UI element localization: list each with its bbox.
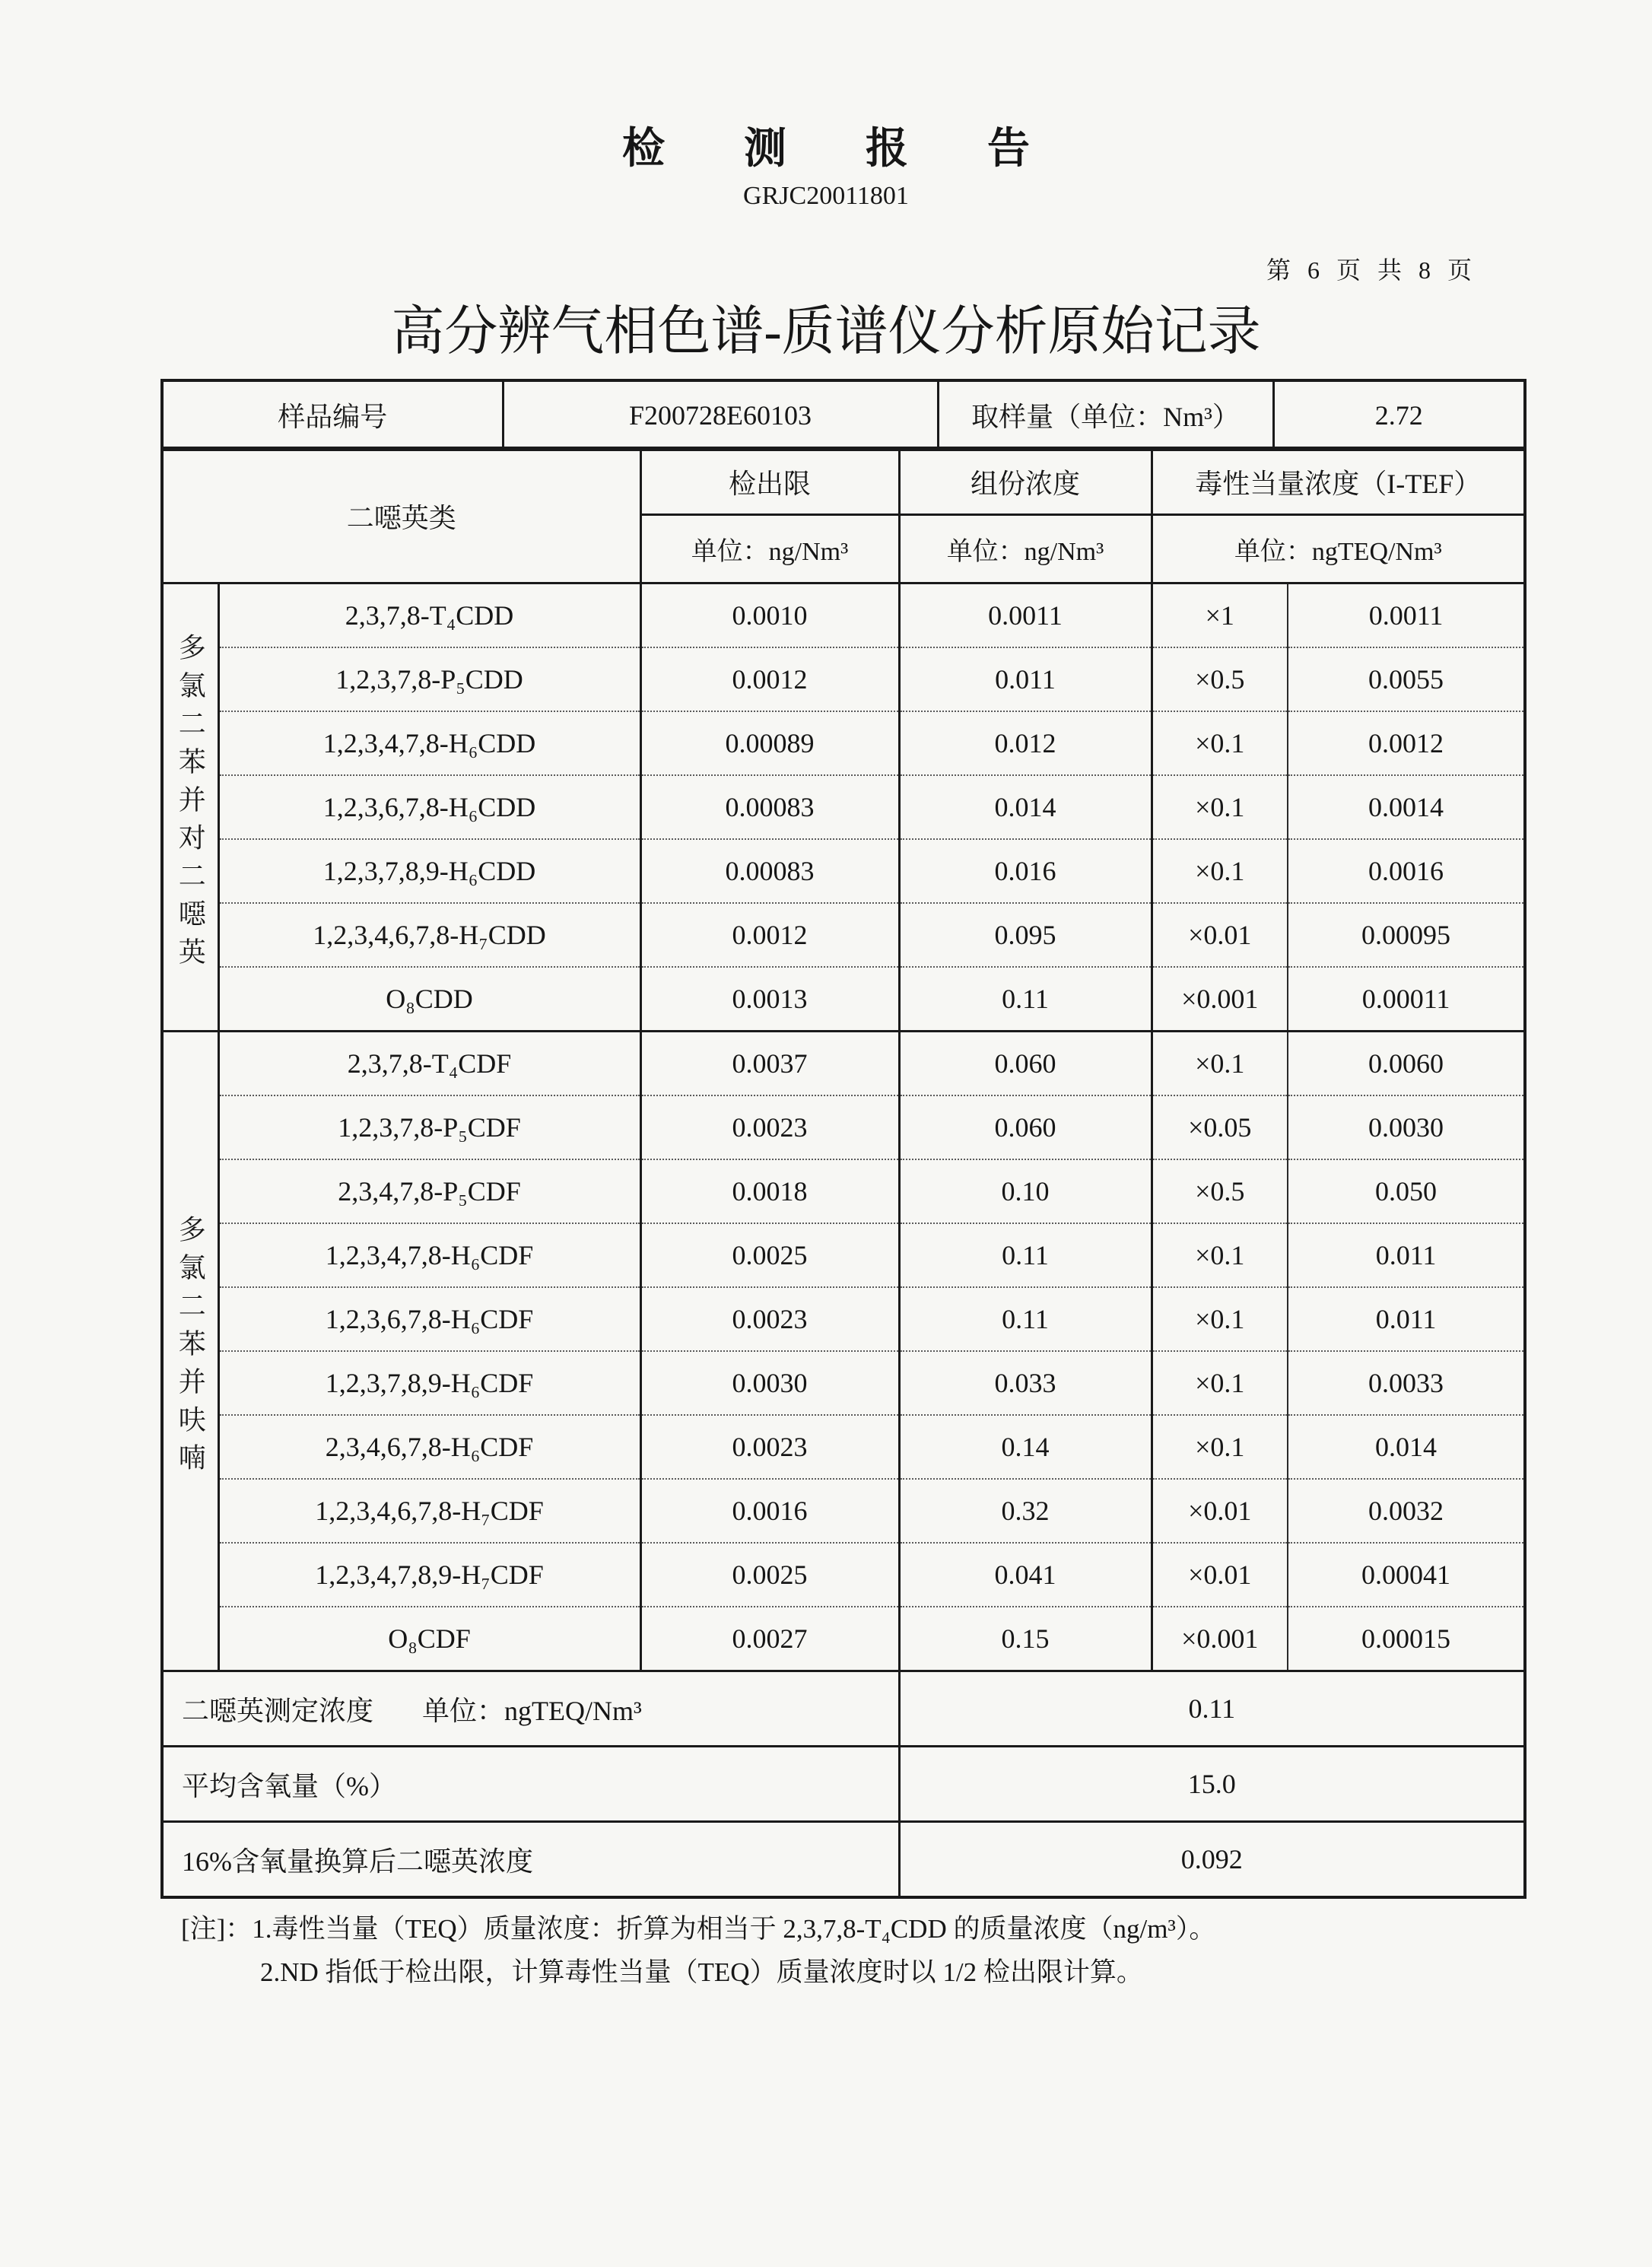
compound-cell: 2,3,4,7,8-P₅CDF [218,1159,640,1223]
concentration-cell: 0.15 [899,1607,1152,1671]
lod-cell: 0.0013 [640,967,899,1032]
summary-unit: 单位：ngTEQ/Nm³ [422,1695,642,1726]
lod-cell: 0.00083 [640,775,899,839]
concentration-cell: 0.095 [899,903,1152,967]
table-row [162,1607,1525,1671]
sample-volume-value: 2.72 [1273,380,1525,450]
tef-cell: ×0.1 [1152,1287,1288,1351]
sample-id-label: 样品编号 [162,380,503,450]
teq-cell: 0.011 [1288,1287,1525,1351]
summary-label: 平均含氧量（%） [182,1770,396,1801]
tef-cell: ×0.001 [1152,1607,1288,1671]
teq-cell: 0.0016 [1288,839,1525,903]
concentration-cell: 0.32 [899,1479,1152,1543]
teq-cell: 0.0032 [1288,1479,1525,1543]
teq-cell: 0.0030 [1288,1095,1525,1159]
tef-cell: ×0.5 [1152,647,1288,711]
group-label-cell [162,1032,218,1671]
lod-cell: 0.0018 [640,1159,899,1223]
teq-cell: 0.0014 [1288,775,1525,839]
compound-cell: 2,3,7,8-T₄CDF [218,1032,640,1096]
table-row [162,1223,1525,1287]
summary-row [162,1747,1525,1822]
lod-cell: 0.0037 [640,1032,899,1096]
tef-cell: ×0.01 [1152,1479,1288,1543]
teq-cell: 0.00041 [1288,1543,1525,1607]
sample-row [162,380,1525,450]
lod-cell: 0.00083 [640,839,899,903]
table-row [162,903,1525,967]
concentration-unit: 单位：ng/Nm³ [899,515,1152,583]
compound-cell: 1,2,3,6,7,8-H₆CDD [218,775,640,839]
report-number: GRJC20011801 [743,182,909,210]
teq-cell: 0.050 [1288,1159,1525,1223]
compound-cell: 1,2,3,4,6,7,8-H₇CDD [218,903,640,967]
sample-info-table [160,379,1527,451]
header-row [162,448,1525,515]
lod-unit: 单位：ng/Nm³ [640,515,899,583]
compound-cell: 1,2,3,7,8,9-H₆CDF [218,1351,640,1415]
summary-value: 0.092 [899,1822,1525,1898]
compound-cell: 2,3,4,6,7,8-H₆CDF [218,1415,640,1479]
footnote-1: [注]：1.毒性当量（TEQ）质量浓度：折算为相当于 2,3,7,8-T₄CDD 的质量浓度（ng/m³）。 [181,1914,1216,1944]
summary-label: 16%含氧量换算后二噁英浓度 [182,1846,533,1877]
lod-header: 检出限 [640,448,899,515]
concentration-cell: 0.033 [899,1351,1152,1415]
concentration-cell: 0.011 [899,647,1152,711]
tef-cell: ×0.01 [1152,1543,1288,1607]
summary-label-cell [162,1671,899,1747]
teq-cell: 0.014 [1288,1415,1525,1479]
summary-row [162,1822,1525,1898]
lod-cell: 0.0023 [640,1415,899,1479]
concentration-cell: 0.11 [899,967,1152,1032]
compound-cell: 1,2,3,7,8-P₅CDD [218,647,640,711]
sample-id-value: F200728E60103 [503,380,938,450]
table-row [162,1032,1525,1096]
compound-cell: 2,3,7,8-T₄CDD [218,583,640,648]
summary-value: 0.11 [899,1671,1525,1747]
teq-unit: 单位：ngTEQ/Nm³ [1152,515,1525,583]
compound-cell: 1,2,3,7,8,9-H₆CDD [218,839,640,903]
concentration-cell: 0.060 [899,1095,1152,1159]
concentration-cell: 0.14 [899,1415,1152,1479]
summary-row [162,1671,1525,1747]
table-row [162,711,1525,775]
summary-label-cell [162,1747,899,1822]
tef-cell: ×0.1 [1152,1032,1288,1096]
teq-cell: 0.0012 [1288,711,1525,775]
tef-cell: ×0.1 [1152,1351,1288,1415]
lod-cell: 0.0030 [640,1351,899,1415]
lod-cell: 0.0012 [640,903,899,967]
compound-cell: O₈CDF [218,1607,640,1671]
concentration-cell: 0.060 [899,1032,1152,1096]
lod-cell: 0.0012 [640,647,899,711]
group-label-cell [162,583,218,1032]
teq-header: 毒性当量浓度（I-TEF） [1152,448,1525,515]
concentration-cell: 0.10 [899,1159,1152,1223]
teq-cell: 0.0060 [1288,1032,1525,1096]
table-row [162,1479,1525,1543]
table-row [162,967,1525,1032]
concentration-cell: 0.012 [899,711,1152,775]
lod-cell: 0.0023 [640,1095,899,1159]
group-label: 多氯二苯并对二噁英 [175,632,206,975]
concentration-cell: 0.11 [899,1287,1152,1351]
tef-cell: ×0.1 [1152,711,1288,775]
concentration-cell: 0.0011 [899,583,1152,648]
concentration-header: 组份浓度 [899,448,1152,515]
teq-cell: 0.011 [1288,1223,1525,1287]
document-title: 检 测 报 告 [622,126,1064,173]
concentration-cell: 0.041 [899,1543,1152,1607]
table-row [162,839,1525,903]
lod-cell: 0.00089 [640,711,899,775]
concentration-cell: 0.016 [899,839,1152,903]
lod-cell: 0.0025 [640,1223,899,1287]
tef-cell: ×0.001 [1152,967,1288,1032]
footnote-2: 2.ND 指低于检出限，计算毒性当量（TEQ）质量浓度时以 1/2 检出限计算。 [260,1957,1143,1987]
tef-cell: ×0.5 [1152,1159,1288,1223]
tef-cell: ×0.05 [1152,1095,1288,1159]
lod-cell: 0.0025 [640,1543,899,1607]
sample-table-body [162,380,1525,450]
teq-cell: 0.00095 [1288,903,1525,967]
tef-cell: ×0.1 [1152,1415,1288,1479]
table-row [162,1543,1525,1607]
table-row [162,1159,1525,1223]
tef-cell: ×0.1 [1152,775,1288,839]
tef-cell: ×0.1 [1152,839,1288,903]
table-row [162,1095,1525,1159]
page-indicator: 第 6 页 共 8 页 [1266,256,1477,284]
teq-cell: 0.0055 [1288,647,1525,711]
compound-cell: O₈CDD [218,967,640,1032]
table-row [162,775,1525,839]
lod-cell: 0.0016 [640,1479,899,1543]
category-header: 二噁英类 [162,448,640,583]
teq-cell: 0.00011 [1288,967,1525,1032]
table-row [162,1415,1525,1479]
lod-cell: 0.0023 [640,1287,899,1351]
compound-cell: 1,2,3,6,7,8-H₆CDF [218,1287,640,1351]
lod-cell: 0.0027 [640,1607,899,1671]
dioxin-results-table [160,447,1527,1899]
summary-label: 二噁英测定浓度 [182,1695,374,1726]
summary-section [162,1671,1525,1898]
teq-cell: 0.00015 [1288,1607,1525,1671]
table-header [162,448,1525,583]
tef-cell: ×1 [1152,583,1288,648]
compound-cell: 1,2,3,4,7,8-H₆CDF [218,1223,640,1287]
compound-cell: 1,2,3,4,6,7,8-H₇CDF [218,1479,640,1543]
lod-cell: 0.0010 [640,583,899,648]
concentration-cell: 0.11 [899,1223,1152,1287]
tef-cell: ×0.01 [1152,903,1288,967]
sample-volume-label: 取样量（单位：Nm³） [938,380,1273,450]
group-label: 多氯二苯并呋喃 [175,1214,206,1481]
summary-value: 15.0 [899,1747,1525,1822]
summary-label-cell [162,1822,899,1898]
compound-cell: 1,2,3,7,8-P₅CDF [218,1095,640,1159]
record-title: 高分辨气相色谱-质谱仪分析原始记录 [391,303,1261,361]
teq-cell: 0.0011 [1288,583,1525,648]
table-row [162,1351,1525,1415]
table-row [162,583,1525,648]
tef-cell: ×0.1 [1152,1223,1288,1287]
table-body [162,583,1525,1671]
compound-cell: 1,2,3,4,7,8,9-H₇CDF [218,1543,640,1607]
table-row [162,1287,1525,1351]
compound-cell: 1,2,3,4,7,8-H₆CDD [218,711,640,775]
teq-cell: 0.0033 [1288,1351,1525,1415]
concentration-cell: 0.014 [899,775,1152,839]
table-row [162,647,1525,711]
